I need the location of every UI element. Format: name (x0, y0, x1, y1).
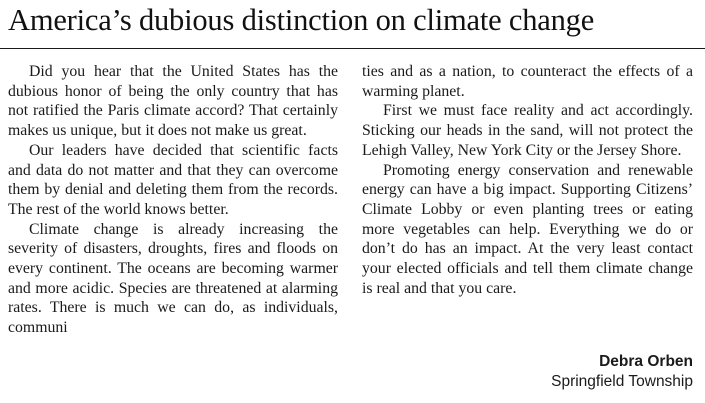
signature (551, 352, 693, 391)
paragraph-1: Did you hear that the United States has the dubious honor of being the only country that has not ratified the Paris climate accord? That certainly makes us unique, but it does not make us great. (8, 63, 338, 140)
column-right (362, 62, 693, 298)
column-left (8, 62, 338, 338)
paragraph-4: First we must face reality and act accordingly. Sticking our heads in the sand, will not protect the Lehigh Valley, New York City or the Jersey Shore. (362, 102, 693, 159)
author-location: Springfield Township (551, 372, 693, 390)
paragraph-2: Our leaders have decided that scientific facts and data do not matter and that they can overcome them by denial and deleting them from the records. The rest of the world knows better. (8, 141, 338, 218)
paragraph-3-continued: ties and as a nation, to counteract the effects of a warming planet. (362, 63, 693, 100)
headline-rule (0, 48, 705, 49)
headline: America’s dubious distinction on climate change (8, 3, 595, 37)
paragraph-5: Promoting energy conservation and renewable energy can have a big impact. Supporting Citizens’ Climate Lobby or even planting trees or eating more vegetables can help. Everything we do or don’t do has an impact. At the very least contact your elected officials and tell them climate change is real and that you care. (362, 161, 693, 297)
paragraph-3: Climate change is already increasing the severity of disasters, droughts, fires and floods on every continent. The oceans are becoming warmer and more acidic. Species are threatened at alarming rates. There is much we can do, as individuals, communi (8, 220, 338, 337)
author-name: Debra Orben (599, 353, 693, 370)
